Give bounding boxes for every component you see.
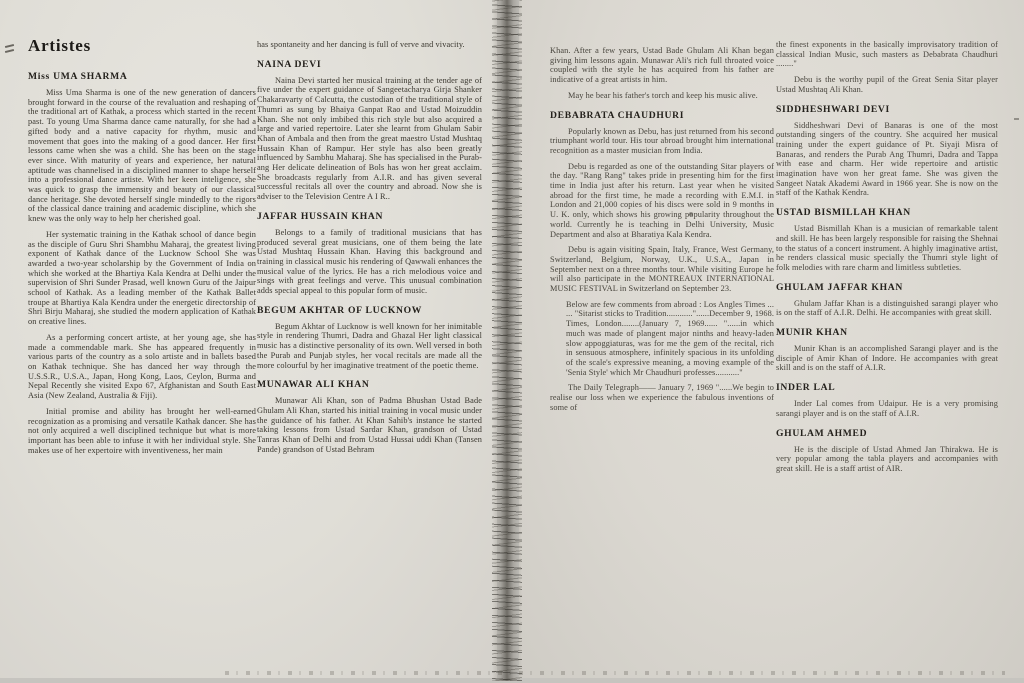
paragraph: Debu is again visiting Spain, Italy, France, West Germany, Switzerland, Belgium, Norway, U.K., U.S.A., Japan in September next on a three months tour. While visiting Europe he will also participate in the MONTREAUX INTERNATIONAL MUSIC FESTIVAL in Switzerland on September 23. xyxy=(550,245,774,294)
section-heading-ustad-bismillah-khan: USTAD BISMILLAH KHAN xyxy=(776,207,911,219)
paragraph: has spontaneity and her dancing is full of verve and vivacity. xyxy=(257,40,465,49)
section-heading-debabrata-chaudhuri: DEBABRATA CHAUDHURI xyxy=(550,109,685,121)
text-column-3 xyxy=(550,46,774,419)
section-heading-naina-devi: NAINA DEVI xyxy=(257,58,322,70)
paragraph: the finest exponents in the basically improvisatory tradition of classical Indian Music, such masters as Debabrata Chaudhuri ........" xyxy=(776,40,998,69)
paragraph: Initial promise and ability has brought her well-earned recognization as a promising and versatile Kathak dancer. She has not only acquired a well disciplined technique but what is more important has been able to infuse it with her individual style. She makes use of her expertoire with inventiveness, her main xyxy=(28,406,256,455)
section-heading-jaffar-hussain-khan: JAFFAR HUSSAIN KHAN xyxy=(257,210,384,222)
section-heading-munir-khan: MUNIR KHAN xyxy=(776,327,848,339)
paragraph: The Daily Telegraph—— January 7, 1969 "......We begin to realise our loss when we experience the fabulous inventions of some of xyxy=(550,383,774,412)
paragraph: He is the disciple of Ustad Ahmed Jan Thirakwa. He is very popular among the tabla players and accompanies with great skill. He is a staff artist of AIR. xyxy=(776,444,998,473)
paragraph: Inder Lal comes from Udaipur. He is a very promising sarangi player and is on the staff of A.I.R. xyxy=(776,399,998,418)
paragraph: Munir Khan is an accomplished Sarangi player and is the disciple of Amir Khan of Indore. He accompanies with great skill and is on the staff of A.I.R. xyxy=(776,344,998,373)
paragraph: Debu is the worthy pupil of the Great Senia Sitar player Ustad Mushtaq Ali Khan. xyxy=(776,75,998,94)
section-heading-ghulam-jaffar-khan: GHULAM JAFFAR KHAN xyxy=(776,281,904,293)
section-heading-miss-uma-sharma: Miss UMA SHARMA xyxy=(28,71,128,82)
section-heading-inder-lal: INDER LAL xyxy=(776,382,836,394)
press-quote-block: Below are few comments from abroad : Los Angles Times ... ... "Sitarist sticks to Tradition............"......December 9, 1968. Times, London........(January 7, 1969...... "......in which much was made of plangent major ninths and heavy-laden slow appoggiaturas, was for me the gem of the recital, rich in sensuous atmosphere, infinitely spacious in its unfolding of the scale's expressive meaning, a moving example of the 'Senia Style' which Mr Chaudhuri professes..........." xyxy=(566,299,774,377)
text-column-1 xyxy=(28,36,256,461)
paragraph: Debu is regarded as one of the outstanding Sitar players of the day. "Rang Rang" takes pride in presenting him for the first time in India just after his return. Last year when he visited abroad for the first time, he made a recording with E.M.I. in London and 21,000 copies of his discs were sold in 9 months in U. K. only, which shows his growing popularity throughout the world. Currently he is teaching in Delhi University, Music Department and also at Bharatiya Kala Kendra. xyxy=(550,161,774,239)
book-fold-gutter xyxy=(492,0,522,681)
text-column-4 xyxy=(776,40,998,480)
paragraph: Begum Akhtar of Lucknow is well known for her inimitable style in rendering Thumri, Dadra and Ghazal Her light classical music has a distinctive personality of its own. Well versed in both the Purab and Punjab styles, her vocal recitals are made all the more colourful by her imaginative treatment of the poetic theme. xyxy=(257,321,482,370)
paragraph: Naina Devi started her musical training at the tender age of five under the expert guidance of Sangeetacharya Girja Shanker Chakaravarty of Calcutta, the custodian of the traditional style of Thumri as sung by Bhaiya Ganpat Rao and Ustad Moizuddin Khan. She not only imbibed this rich style but also acquired a large and varied repertoire. Later she learnt from Ghulam Sabir Khan of Ambala and then from the great maestro Ustad Mushtaq Hussain Khan of Rampur. Her style has also been greatly influenced by Sambhu Maharaj. She has specialised in the Purab-ang Her delicate delineation of Bols has won her great acclaim. She broadcasts regularly from A.I.R. and has given several successful recitals all over the country and abroad. Now she is adviser to the Television Centre A I R.. xyxy=(257,75,482,202)
section-heading-munawar-ali-khan: MUNAWAR ALI KHAN xyxy=(257,379,370,391)
page-title: Artistes xyxy=(28,36,92,55)
paragraph: As a performing concert artiste, at her young age, she has made a commendable mark. She has appeared frequently in various parts of the country as a solo artiste and in ballets based on Kathak technique. She has danced her way through the U.S.S.R., U.S.A., Japan, Hong Kong, Laos, Ceylon, Burma and Nepal Recently she visited Expo 67, Afghanistan and South East Asia (New Zealand, Australia & Fiji). xyxy=(28,332,256,401)
paragraph: Munawar Ali Khan, son of Padma Bhushan Ustad Bade Ghulam Ali Khan, started his initial training in vocal music under the guidance of his father. At Khan Sahib's instance he started taking lessons from Ustad Sardar Khan, grandson of Ustad Tanras Khan of Delhi and from Ustad Hussai uddi Khan (Tansen Pande) grandson of Ustad Behram xyxy=(257,396,482,454)
section-heading-begum-akhtar-of-lucknow: BEGUM AKHTAR OF LUCKNOW xyxy=(257,304,423,316)
paragraph: Popularly known as Debu, has just returned from his second triumphant world tour. His tour abroad brought him international recognition as a master musician from India. xyxy=(550,126,774,155)
paragraph: Khan. After a few years, Ustad Bade Ghulam Ali Khan began giving him lessons again. Munawar Ali's rich full throated voice coupled with the style he has acquired from his father are indicative of a great artists in him. xyxy=(550,46,774,85)
paragraph: Ghulam Jaffar Khan is a distinguished sarangi player who is on the staff of A.I.R. Delhi. He accompanies with great skill. xyxy=(776,298,998,318)
scan-artifact xyxy=(1014,118,1019,120)
paragraph: Her systematic training in the Kathak school of dance begin as the disciple of Guru Shri Shambhu Maharaj, the greatest living exponent of Kathak dance of the Lucknow School She was awarded a two-year scholarship by the Government of India on which she worked at the Bhartiya Kala Kendra at Delhi under the supervision of Shri Sunder Prasad, well known Guru of the Jaipur school of Kathak. As a leading member of the Kathak Ballet troupe at Bhartiya Kala Kendra under the energetic directorship of Shri Birju Maharaj, she studied the modern application of Kathak on creative lines. xyxy=(28,229,256,327)
paragraph: Miss Uma Sharma is one of the new generation of dancers brought forward in the course of the revaluation and reshaping of the traditional art of Kathak, a process which started in the recent past. To young Uma Sharma dance came naturally, for she had a gifted body and a native capacity for rhythm, music and movement that goes into the making of a good dancer. Her first lessons came when she was a child. She has been on the stage ever since. With maturity of years and experience, her natural aptitude was channelised in a disciplined manner to shape herself into a professional dance artiste. With her keen inteligence, she was quick to grasp the immensity and beauty of our classical dance heritage. She devoted herself single mindedly to the rigors of the classical dance training and academic discipline, which she knew was the only way to help her cherished goal. xyxy=(28,88,256,224)
paragraph: Ustad Bismillah Khan is a musician of remarkable talent and skill. He has been largely responsible for raising the Shehnai to the status of a concert instrument. A highly imaginative artist, he renders classical music specially the Thumri style light of folk melodies with rare charm and limitless subtleties. xyxy=(776,224,998,272)
paragraph: Belongs to a family of traditional musicians that has produced several great musicians, one of them being the late Ustad Mushtaq Hussain Khan. Having this background and training in classical music his rendering of Qawwali enhances the musical value of the lyrics. He has a rich melodious voice and sings with great feelings and verve. This unusual combination adds special appeal to this popular form of music. xyxy=(257,227,482,296)
section-heading-ghulam-ahmed: GHULAM AHMED xyxy=(776,427,868,439)
paragraph: May he bear his father's torch and keep his music alive. xyxy=(568,90,758,100)
page-bottom-edge xyxy=(225,671,1005,675)
paragraph: Siddheshwari Devi of Banaras is one of the most outstanding singers of the country. She acquired her musical training under the expert guidance of Pt. Siyaji Misra of Banaras, and renders the Purab Ang Thumri, Dadra and Tappa with ease and charm. Her wide repertoire and artistic imagination have won her great fame. She was given the Sangeet Natak Akademi Award in 1966 year. She is now on the staff of the Kathak Kendra. xyxy=(776,120,998,198)
text-column-2 xyxy=(257,40,482,461)
section-heading-siddheshwari-devi: SIDDHESHWARI DEVI xyxy=(776,103,890,115)
